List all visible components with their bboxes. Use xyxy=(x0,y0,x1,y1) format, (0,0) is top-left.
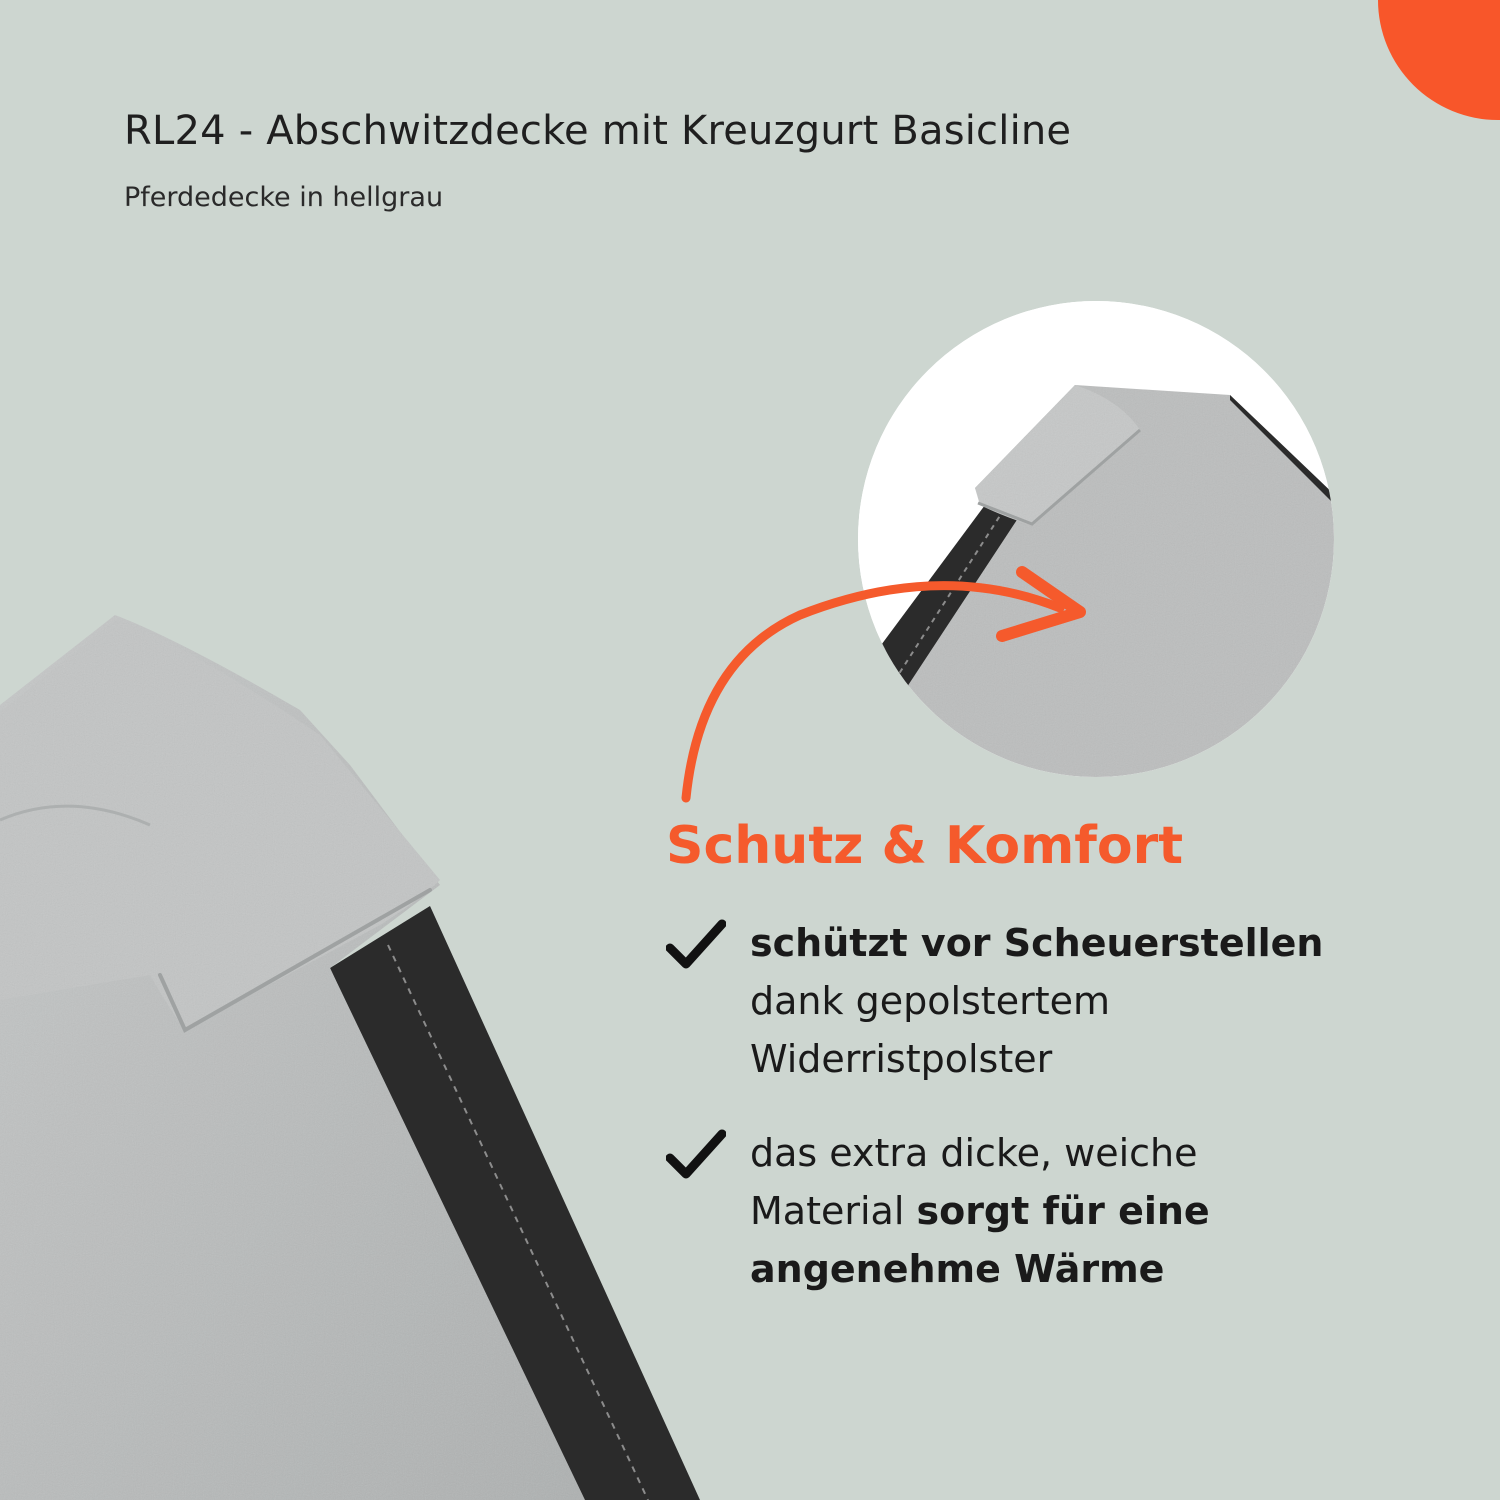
product-title: RL24 - Abschwitzdecke mit Kreuzgurt Basicline xyxy=(124,108,1072,154)
feature-line-prefix: Material xyxy=(750,1189,917,1233)
feature-headline: Schutz & Komfort xyxy=(666,816,1184,876)
feature-line: Widerristpolster xyxy=(750,1037,1053,1081)
feature-line: dank gepolstertem xyxy=(750,979,1110,1023)
product-subtitle: Pferdedecke in hellgrau xyxy=(124,182,444,213)
feature-bold: angenehme Wärme xyxy=(750,1247,1165,1291)
feature-bold: schützt vor Scheuerstellen xyxy=(750,921,1324,965)
check-icon xyxy=(666,918,726,970)
check-icon xyxy=(666,1128,726,1180)
feature-text xyxy=(750,914,1400,1088)
blanket-main xyxy=(0,615,700,1500)
feature-text xyxy=(750,1124,1400,1298)
zoom-detail-circle xyxy=(850,295,1350,795)
feature-bold: sorgt für eine xyxy=(916,1189,1210,1233)
feature-line: das extra dicke, weiche xyxy=(750,1131,1198,1175)
